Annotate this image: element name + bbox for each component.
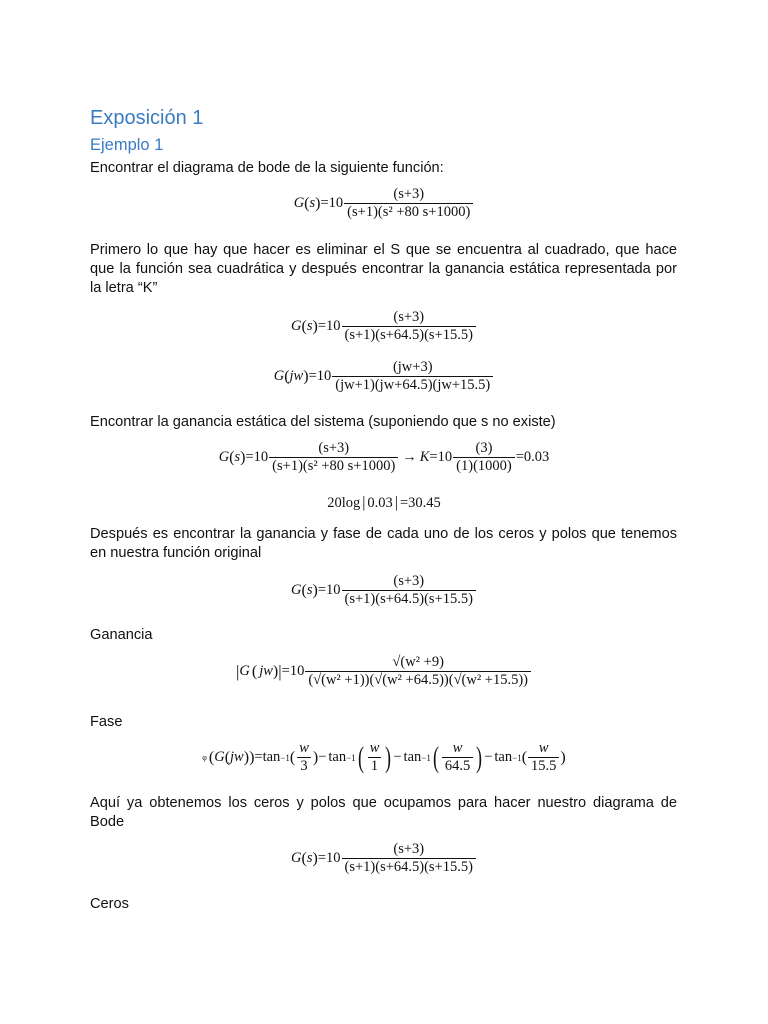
paragraph-gain-phase: Después es encontrar la ganancia y fase de cada uno de los ceros y polos que tenemos en nuestra función original [90,526,677,561]
equation-original: G ( s ) =10 $\frac{(s+3)}{(s+1)(s+64.5)(s+15.5)}$ [0,574,768,607]
paragraph-static-gain: Encontrar la ganancia estática del sistema (suponiendo que s no existe) [90,414,556,430]
paragraph-zeros-poles: Aquí ya obtenemos los ceros y polos que ocupamos para hacer nuestro diagrama de Bode [90,795,677,830]
subheading: Ejemplo 1 [90,136,164,154]
equation-factored: G ( s ) =10 $\frac{(s+3)}{(s+1)(s+64.5)(s+15.5)}$ [0,310,768,343]
paragraph-fase: Fase [90,714,123,730]
paragraph-ceros: Ceros [90,896,129,912]
equation-magnitude: | G ( jw ) | =10 $\frac{\text{√(w² +9)}}{\text{(√(w² +1))(√(w² +64.5))(√(w² +15.5))}}$ [0,655,768,688]
equation-final: G ( s ) =10 $\frac{(s+3)}{(s+1)(s+64.5)(s+15.5)}$ [0,842,768,875]
equation-jw: G ( jw ) =10 $\frac{(jw+3)}{(jw+1)(jw+64.5)(jw+15.5)}$ [0,360,768,393]
paragraph-intro: Encontrar el diagrama de bode de la siguiente función: [90,160,444,176]
paragraph-step1: Primero lo que hay que hacer es eliminar el S que se encuentra al cuadrado, que hace que la función sea cuadrática y después encontrar la ganancia estática representada por la letra “K” [90,242,677,296]
equation-static-gain: G ( s ) =10 $\frac{(s+3)}{\text{(s+1)(s² +80 s+1000)}}$ → K =10 $\frac{(3)}{(1)(1000)}$ =0.03 [218,440,550,474]
equation-phase: φ ( G ( jw ) ) = tan −1 ( $\frac{w}{3}$ ) − tan −1 ( $\frac{w}{1}$ ) − tan −1 ( $\frac{w}{64.5}$ ) − tan −1 ( $\frac{w}{15.5}$ ) [202,740,566,774]
paragraph-ganancia: Ganancia [90,627,153,643]
equation-transfer-function: G ( s ) =10 $\frac{(s+3)}{\text{(s+1)(s² +80 s+1000)}}$ [0,187,768,220]
equation-db-gain: 20log | 0.03 | =30.45 [327,494,441,511]
heading: Exposición 1 [90,107,204,129]
